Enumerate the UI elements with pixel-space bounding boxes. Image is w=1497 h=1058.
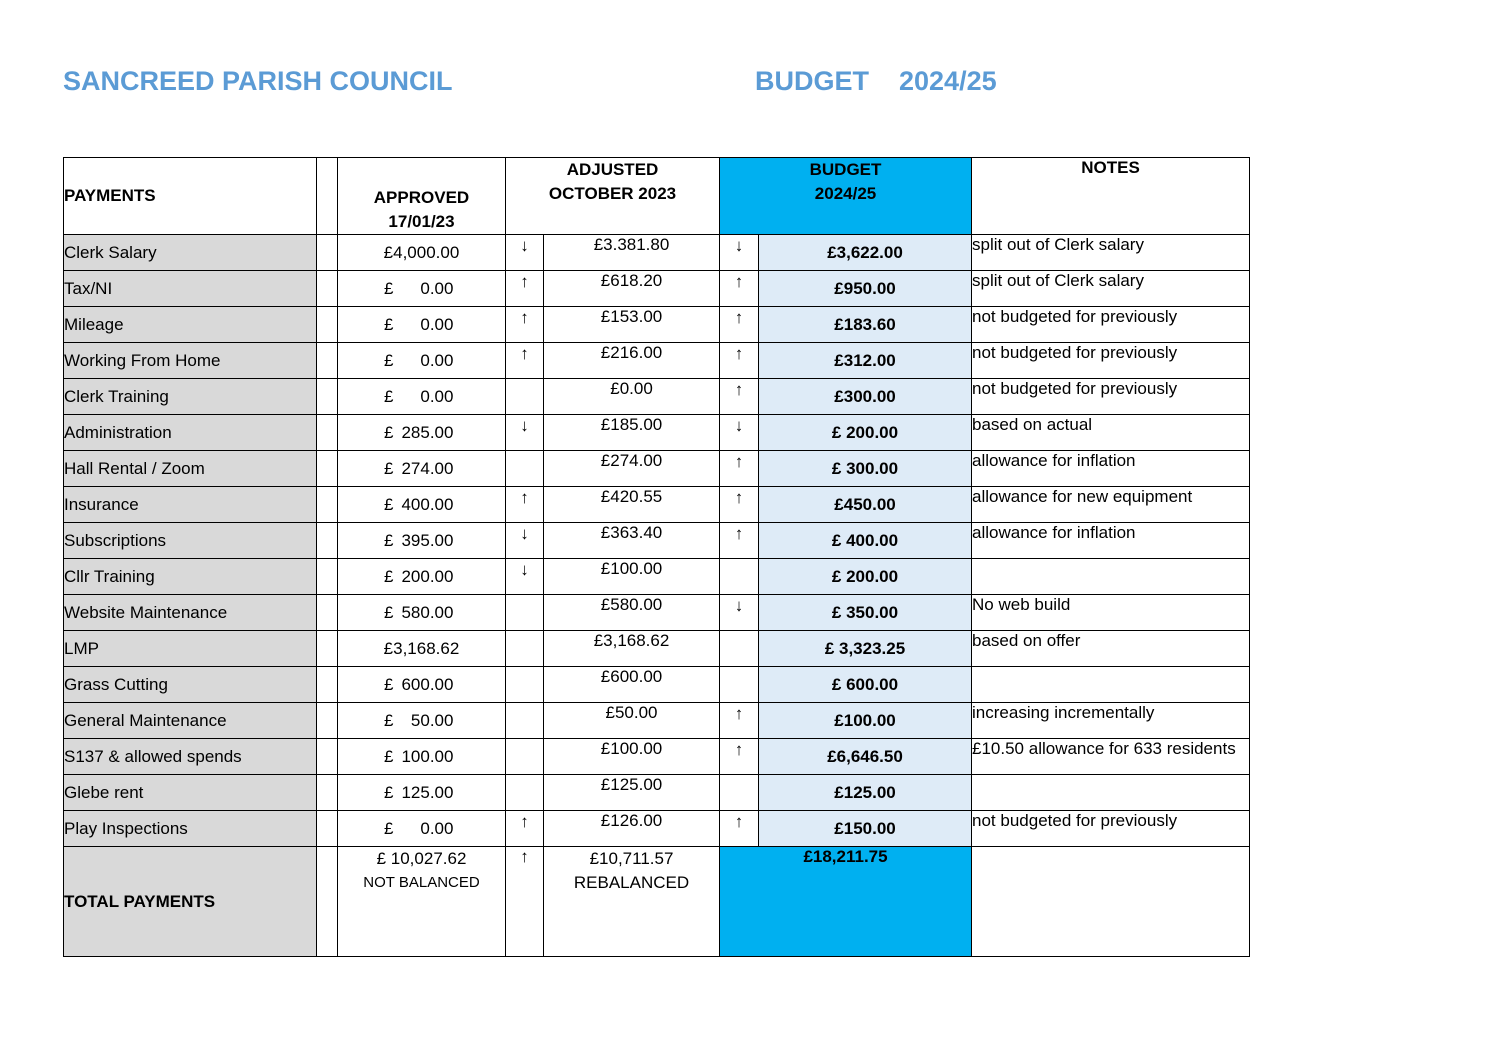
row-notes (972, 775, 1250, 811)
header-adjusted-line2: OCTOBER 2023 (548, 184, 677, 203)
row-adjusted: £185.00 (544, 415, 720, 451)
row-spacer (317, 487, 338, 523)
row-budget: £ 400.00 (759, 523, 972, 559)
row-adjusted: £274.00 (544, 451, 720, 487)
row-approved (338, 667, 506, 703)
row-budget: £ 600.00 (759, 667, 972, 703)
budget-arrow-icon: ↑ (720, 343, 759, 379)
row-approved: £3,168.62 (338, 631, 506, 667)
total-row (64, 847, 1250, 957)
row-budget: £6,646.50 (759, 739, 972, 775)
row-approved-amount: 600.00 (401, 674, 454, 694)
row-label: General Maintenance (64, 703, 317, 739)
table-row (64, 667, 1250, 703)
row-approved-currency: £ (384, 458, 394, 478)
budget-arrow-icon: ↑ (720, 739, 759, 775)
row-spacer (317, 523, 338, 559)
total-approved (338, 847, 506, 957)
header-notes-label: NOTES (1081, 158, 1140, 177)
adjusted-arrow-icon: ↑ (506, 307, 544, 343)
row-notes: not budgeted for previously (972, 343, 1250, 379)
total-budget: £18,211.75 (720, 847, 972, 957)
row-approved-currency: £ (384, 566, 394, 586)
budget-arrow-icon: ↑ (720, 451, 759, 487)
row-spacer (317, 703, 338, 739)
row-spacer (317, 667, 338, 703)
row-label: Glebe rent (64, 775, 317, 811)
row-approved (338, 595, 506, 631)
row-notes: £10.50 allowance for 633 residents (972, 739, 1250, 775)
row-approved-currency: £ (384, 602, 394, 622)
row-spacer (317, 451, 338, 487)
row-budget: £3,622.00 (759, 235, 972, 271)
row-approved-currency: £ (384, 494, 394, 514)
table-row (64, 271, 1250, 307)
row-notes (972, 559, 1250, 595)
row-approved-currency: £ (384, 746, 394, 766)
table-row (64, 415, 1250, 451)
row-notes: allowance for inflation (972, 523, 1250, 559)
table-row (64, 739, 1250, 775)
row-approved (338, 379, 506, 415)
row-budget: £ 3,323.25 (759, 631, 972, 667)
budget-arrow-icon: ↑ (720, 703, 759, 739)
row-label: Hall Rental / Zoom (64, 451, 317, 487)
row-label: Administration (64, 415, 317, 451)
row-approved-amount: 0.00 (420, 818, 454, 838)
row-approved: £4,000.00 (338, 235, 506, 271)
row-notes: based on actual (972, 415, 1250, 451)
row-approved-amount: 0.00 (420, 278, 454, 298)
total-approved-amount: £ 10,027.62 (376, 849, 467, 868)
budget-arrow-icon: ↑ (720, 307, 759, 343)
header-spacer (317, 158, 338, 235)
row-budget: £300.00 (759, 379, 972, 415)
row-label: Working From Home (64, 343, 317, 379)
budget-arrow-icon: ↓ (720, 595, 759, 631)
table-row (64, 379, 1250, 415)
adjusted-arrow-icon: ↓ (506, 415, 544, 451)
budget-arrow-icon: ↑ (720, 487, 759, 523)
row-adjusted: £420.55 (544, 487, 720, 523)
budget-arrow-icon: ↓ (720, 415, 759, 451)
row-label: S137 & allowed spends (64, 739, 317, 775)
row-approved-currency: £ (384, 422, 394, 442)
row-notes: not budgeted for previously (972, 811, 1250, 847)
row-budget: £ 200.00 (759, 559, 972, 595)
row-spacer (317, 559, 338, 595)
row-spacer (317, 631, 338, 667)
row-budget: £100.00 (759, 703, 972, 739)
row-spacer (317, 811, 338, 847)
header-approved-line2: 17/01/23 (388, 212, 455, 231)
table-row (64, 487, 1250, 523)
council-title: SANCREED PARISH COUNCIL (63, 66, 453, 96)
adjusted-arrow-icon (506, 595, 544, 631)
row-adjusted: £600.00 (544, 667, 720, 703)
row-approved (338, 343, 506, 379)
row-spacer (317, 379, 338, 415)
budget-arrow-icon (720, 775, 759, 811)
row-adjusted: £50.00 (544, 703, 720, 739)
adjusted-arrow-icon: ↓ (506, 559, 544, 595)
row-spacer (317, 415, 338, 451)
row-label: Mileage (64, 307, 317, 343)
row-adjusted: £3.381.80 (544, 235, 720, 271)
row-approved (338, 523, 506, 559)
row-label: Play Inspections (64, 811, 317, 847)
budget-arrow-icon: ↑ (720, 523, 759, 559)
adjusted-arrow-icon: ↑ (506, 487, 544, 523)
row-approved-amount: 100.00 (401, 746, 454, 766)
row-adjusted: £0.00 (544, 379, 720, 415)
row-approved-amount: 400.00 (401, 494, 454, 514)
adjusted-arrow-icon: ↓ (506, 235, 544, 271)
table-row (64, 307, 1250, 343)
row-adjusted: £3,168.62 (544, 631, 720, 667)
header-notes (972, 158, 1250, 235)
total-approved-note: NOT BALANCED (363, 874, 480, 891)
row-approved (338, 487, 506, 523)
row-spacer (317, 307, 338, 343)
row-label: Tax/NI (64, 271, 317, 307)
header-budget-line1: BUDGET (809, 160, 882, 179)
row-notes: based on offer (972, 631, 1250, 667)
row-spacer (317, 775, 338, 811)
total-adjusted-arrow-icon: ↑ (506, 847, 544, 957)
row-notes: No web build (972, 595, 1250, 631)
adjusted-arrow-icon (506, 703, 544, 739)
row-approved-currency: £ (384, 350, 394, 370)
row-label: Clerk Training (64, 379, 317, 415)
row-spacer (317, 235, 338, 271)
table-row (64, 451, 1250, 487)
budget-table (63, 157, 1250, 957)
row-approved-amount: 580.00 (401, 602, 454, 622)
row-spacer (317, 739, 338, 775)
row-budget: £450.00 (759, 487, 972, 523)
row-notes (972, 667, 1250, 703)
row-approved (338, 775, 506, 811)
table-row (64, 811, 1250, 847)
budget-arrow-icon: ↑ (720, 379, 759, 415)
row-approved (338, 811, 506, 847)
budget-arrow-icon (720, 631, 759, 667)
row-notes: split out of Clerk salary (972, 271, 1250, 307)
budget-arrow-icon: ↓ (720, 235, 759, 271)
row-adjusted: £618.20 (544, 271, 720, 307)
row-label: LMP (64, 631, 317, 667)
total-spacer (317, 847, 338, 957)
row-approved-amount: 0.00 (420, 314, 454, 334)
total-adjusted (544, 847, 720, 957)
row-approved-currency: £ (384, 278, 394, 298)
row-approved-amount: 274.00 (401, 458, 454, 478)
row-adjusted: £125.00 (544, 775, 720, 811)
row-approved-amount: 0.00 (420, 386, 454, 406)
row-notes: allowance for inflation (972, 451, 1250, 487)
table-row (64, 523, 1250, 559)
total-adjusted-note: REBALANCED (573, 873, 690, 892)
row-approved (338, 307, 506, 343)
row-approved (338, 703, 506, 739)
budget-arrow-icon (720, 667, 759, 703)
row-label: Grass Cutting (64, 667, 317, 703)
row-adjusted: £580.00 (544, 595, 720, 631)
total-label: TOTAL PAYMENTS (64, 847, 317, 957)
row-approved (338, 739, 506, 775)
row-notes: increasing incrementally (972, 703, 1250, 739)
table-row (64, 775, 1250, 811)
row-approved-currency: £ (384, 386, 394, 406)
row-approved-amount: 50.00 (410, 710, 454, 730)
row-label: Subscriptions (64, 523, 317, 559)
row-adjusted: £216.00 (544, 343, 720, 379)
row-approved (338, 415, 506, 451)
adjusted-arrow-icon (506, 739, 544, 775)
adjusted-arrow-icon (506, 451, 544, 487)
row-approved (338, 271, 506, 307)
row-approved-amount: 200.00 (401, 566, 454, 586)
adjusted-arrow-icon (506, 667, 544, 703)
row-approved-amount: 125.00 (401, 782, 454, 802)
row-approved (338, 451, 506, 487)
header-budget-line2: 2024/25 (814, 184, 877, 203)
adjusted-arrow-icon: ↑ (506, 271, 544, 307)
header-adjusted (506, 158, 720, 235)
row-budget: £150.00 (759, 811, 972, 847)
header-adjusted-line1: ADJUSTED (566, 160, 659, 179)
row-budget: £950.00 (759, 271, 972, 307)
table-row (64, 703, 1250, 739)
table-row (64, 595, 1250, 631)
row-notes: not budgeted for previously (972, 307, 1250, 343)
row-approved-currency: £ (384, 674, 394, 694)
budget-year: 2024/25 (899, 66, 997, 96)
row-label: Website Maintenance (64, 595, 317, 631)
row-budget: £312.00 (759, 343, 972, 379)
adjusted-arrow-icon (506, 379, 544, 415)
row-budget: £ 200.00 (759, 415, 972, 451)
row-label: Insurance (64, 487, 317, 523)
row-budget: £183.60 (759, 307, 972, 343)
header-approved (338, 158, 506, 235)
table-row (64, 559, 1250, 595)
row-spacer (317, 271, 338, 307)
header-approved-line1: APPROVED (373, 188, 470, 207)
row-approved-currency: £ (384, 530, 394, 550)
row-approved-amount: 395.00 (401, 530, 454, 550)
row-notes: allowance for new equipment (972, 487, 1250, 523)
adjusted-arrow-icon: ↑ (506, 811, 544, 847)
table-row (64, 343, 1250, 379)
row-approved-amount: 285.00 (401, 422, 454, 442)
table-row (64, 235, 1250, 271)
row-adjusted: £100.00 (544, 739, 720, 775)
adjusted-arrow-icon: ↓ (506, 523, 544, 559)
row-notes: not budgeted for previously (972, 379, 1250, 415)
row-adjusted: £100.00 (544, 559, 720, 595)
budget-arrow-icon: ↑ (720, 271, 759, 307)
header-payments: PAYMENTS (64, 158, 317, 235)
row-approved-amount: 0.00 (420, 350, 454, 370)
row-adjusted: £363.40 (544, 523, 720, 559)
row-spacer (317, 595, 338, 631)
row-adjusted: £153.00 (544, 307, 720, 343)
header-row (64, 158, 1250, 235)
total-adjusted-amount: £10,711.57 (589, 849, 674, 868)
row-approved-currency: £ (384, 818, 394, 838)
adjusted-arrow-icon (506, 775, 544, 811)
row-approved-currency: £ (384, 314, 394, 334)
row-approved-currency: £ (384, 710, 394, 730)
row-approved (338, 559, 506, 595)
budget-label: BUDGET (755, 66, 869, 96)
table-row (64, 631, 1250, 667)
header-budget (720, 158, 972, 235)
row-notes: split out of Clerk salary (972, 235, 1250, 271)
row-approved-currency: £ (384, 782, 394, 802)
row-budget: £ 300.00 (759, 451, 972, 487)
adjusted-arrow-icon: ↑ (506, 343, 544, 379)
total-notes (972, 847, 1250, 957)
table-body (64, 235, 1250, 847)
row-label: Clerk Salary (64, 235, 317, 271)
budget-arrow-icon: ↑ (720, 811, 759, 847)
row-budget: £125.00 (759, 775, 972, 811)
row-adjusted: £126.00 (544, 811, 720, 847)
budget-title (755, 66, 997, 97)
row-spacer (317, 343, 338, 379)
budget-arrow-icon (720, 559, 759, 595)
row-budget: £ 350.00 (759, 595, 972, 631)
row-label: Cllr Training (64, 559, 317, 595)
adjusted-arrow-icon (506, 631, 544, 667)
